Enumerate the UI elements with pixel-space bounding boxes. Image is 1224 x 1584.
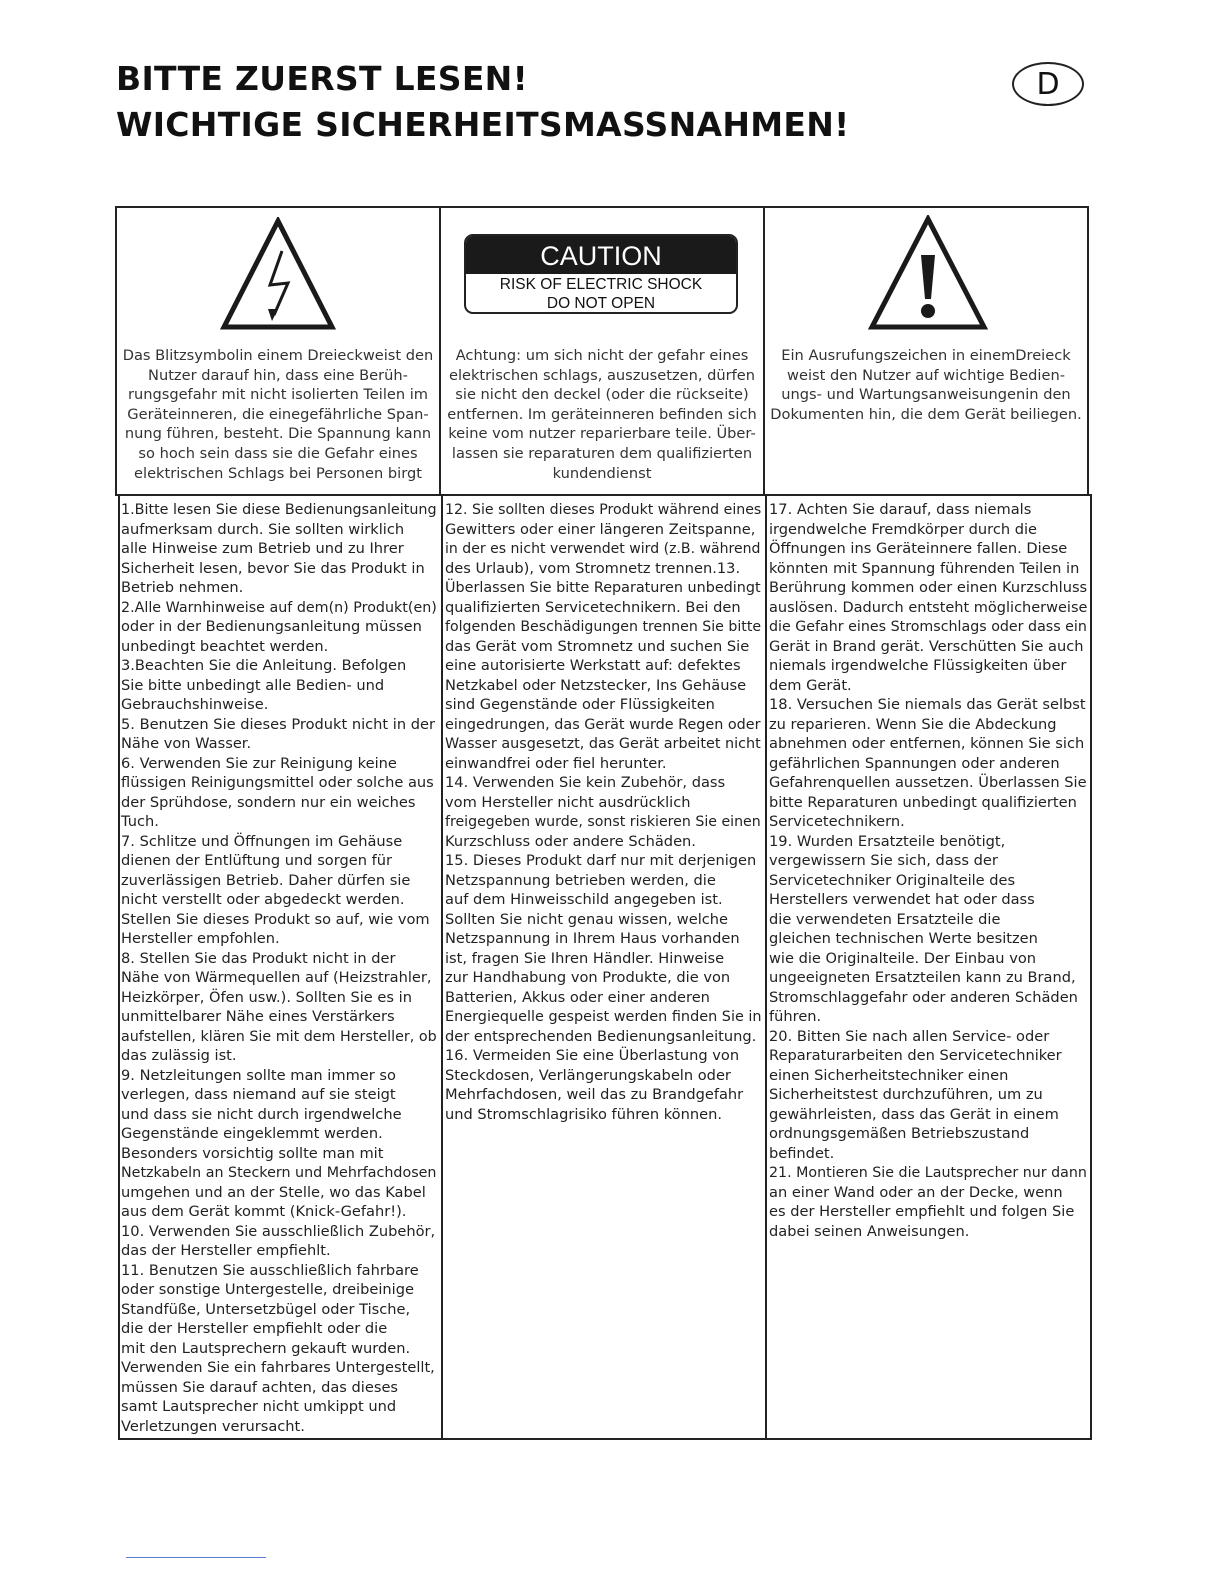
- instruction-line: Verletzungen verursacht.: [121, 1417, 305, 1435]
- instruction-line: aus dem Gerät kommt (Knick-Gefahr!).: [121, 1203, 407, 1220]
- caution-subtext: [466, 274, 736, 313]
- table-bottom-border: [118, 1438, 1092, 1440]
- instruction-line: einen Sicherheitstechniker einen: [769, 1066, 1009, 1084]
- instruction-line: das Gerät vom Stromnetz und suchen Sie: [445, 637, 750, 655]
- exclamation-symbol-description: [765, 346, 1087, 424]
- text-line: Dokumenten hin, die dem Gerät beiliegen.: [770, 405, 1082, 423]
- instruction-line: Berührung kommen oder einen Kurzschluss: [769, 579, 1088, 596]
- instruction-line: Gewitters oder einer längeren Zeitspanne,: [445, 520, 756, 538]
- instruction-line: Nähe von Wasser.: [121, 735, 252, 752]
- safety-instructions-column-2: [445, 500, 763, 1124]
- instruction-line: ist, fragen Sie Ihren Händler. Hinweise: [445, 949, 725, 967]
- instruction-line: 20. Bitten Sie nach allen Service- oder: [769, 1027, 1050, 1045]
- instruction-line: Besonders vorsichtig sollte man mit: [121, 1144, 384, 1162]
- table-row-divider: [115, 494, 1090, 496]
- instruction-line: die der Hersteller empfiehlt oder die: [121, 1320, 388, 1337]
- instruction-line: eingedrungen, das Gerät wurde Regen oder: [445, 715, 761, 733]
- text-line: Nutzer darauf hin, dass eine Berüh-: [148, 366, 408, 384]
- instruction-line: aufmerksam durch. Sie sollten wirklich: [121, 520, 405, 538]
- instruction-line: samt Lautsprecher nicht umkippt und: [121, 1398, 397, 1415]
- caution-line-1: RISK OF ELECTRIC SHOCK: [499, 276, 703, 293]
- instruction-line: Betrieb nehmen.: [121, 579, 244, 596]
- instruction-line: und dass sie nicht durch irgendwelche: [121, 1105, 402, 1123]
- instruction-line: nicht verstellt oder abgedeckt werden.: [121, 891, 405, 908]
- instruction-line: Tuch.: [121, 813, 159, 830]
- instruction-line: führen.: [769, 1008, 822, 1025]
- text-line: entfernen. Im geräteinneren befinden sich: [447, 405, 757, 423]
- text-line: weist den Nutzer auf wichtige Bedien-: [787, 366, 1065, 384]
- caution-description: [441, 346, 763, 483]
- instruction-line: mit den Lautsprechern gekauft wurden.: [121, 1339, 411, 1357]
- instruction-line: die verwendeten Ersatzteile die: [769, 910, 1001, 928]
- text-line: ungs- und Wartungsanweisungenin den: [781, 386, 1071, 404]
- instruction-line: Stromschlaggefahr oder anderen Schäden: [769, 988, 1078, 1006]
- instruction-line: verlegen, dass niemand auf sie steigt: [121, 1086, 396, 1103]
- table-divider-2-bottom: [765, 494, 767, 1440]
- caution-line-2: DO NOT OPEN: [546, 295, 656, 312]
- title-line-1: BITTE ZUERST LESEN!: [116, 59, 528, 98]
- instruction-line: vergewissern Sie sich, dass der: [769, 852, 998, 869]
- instruction-line: die Gefahr eines Stromschlags oder dass ein: [769, 618, 1087, 635]
- table-top-border: [115, 206, 1089, 208]
- caution-heading: CAUTION: [466, 236, 736, 274]
- instruction-line: ordnungsgemäßen Betriebszustand: [769, 1125, 1030, 1142]
- text-line: nung führen, besteht. Die Spannung kann: [124, 425, 432, 443]
- instruction-line: 12. Sie sollten dieses Produkt während eines: [445, 501, 762, 518]
- caution-label: [464, 234, 738, 314]
- text-line: Geräteinneren, die einegefährliche Span-: [127, 405, 429, 423]
- instruction-line: dienen der Entlüftung und sorgen für: [121, 852, 392, 869]
- instruction-line: müssen Sie darauf achten, das dieses: [121, 1378, 399, 1396]
- instruction-line: bitte Reparaturen unbedingt qualifizierten: [769, 793, 1077, 811]
- instruction-line: ungeeigneten Ersatzteilen kann zu Brand,: [769, 969, 1076, 986]
- instruction-line: Heizkörper, Öfen usw.). Sollten Sie es in: [121, 988, 412, 1006]
- text-line: Das Blitzsymbolin einem Dreieckweist den: [122, 347, 434, 364]
- instruction-line: 17. Achten Sie darauf, dass niemals: [769, 501, 1032, 518]
- instruction-line: Sie bitte unbedingt alle Bedien- und: [121, 676, 385, 694]
- lightning-triangle-icon: [220, 217, 336, 333]
- text-line: sie nicht den deckel (oder die rückseite): [455, 386, 749, 404]
- instruction-line: Gebrauchshinweise.: [121, 696, 269, 713]
- text-line: keine vom nutzer reparierbare teile. Über-: [448, 425, 756, 443]
- exclamation-triangle-icon: [868, 215, 988, 333]
- instruction-line: Überlassen Sie bitte Reparaturen unbedingt: [445, 579, 761, 596]
- lightning-symbol-description: [118, 346, 438, 483]
- instruction-line: flüssigen Reinigungsmittel oder solche aus: [121, 774, 434, 791]
- instruction-line: alle Hinweise zum Betrieb und zu Ihrer: [121, 540, 404, 557]
- instruction-line: Gegenstände eingeklemmt werden.: [121, 1125, 383, 1142]
- instruction-line: befindet.: [769, 1144, 835, 1162]
- instruction-line: Batterien, Akkus oder einer anderen: [445, 988, 710, 1006]
- instruction-line: Netzkabel oder Netzstecker, Ins Gehäuse: [445, 676, 747, 694]
- instruction-line: 18. Versuchen Sie niemals das Gerät selbst: [769, 696, 1086, 713]
- table-divider-1-bottom: [441, 494, 443, 1440]
- instruction-line: abnehmen oder entfernen, können Sie sich: [769, 735, 1085, 752]
- instruction-line: Stellen Sie dieses Produkt so auf, wie vom: [121, 910, 430, 928]
- text-line: Ein Ausrufungszeichen in einemDreieck: [781, 347, 1071, 364]
- instruction-line: Sicherheitstest durchzuführen, um zu: [769, 1086, 1043, 1103]
- safety-instructions-column-3: [769, 500, 1089, 1241]
- instruction-line: vom Hersteller nicht ausdrücklich: [445, 793, 691, 811]
- instruction-line: 7. Schlitze und Öffnungen im Gehäuse: [121, 832, 403, 850]
- instruction-line: Energiequelle gespeist werden finden Sie in: [445, 1008, 762, 1025]
- instruction-line: aufstellen, klären Sie mit dem Hersteller, ob: [121, 1027, 437, 1045]
- text-line: kundendienst: [552, 464, 652, 482]
- instruction-line: Netzkabeln an Steckern und Mehrfachdosen: [121, 1164, 437, 1181]
- instruction-line: folgenden Beschädigungen trennen Sie bitte: [445, 618, 762, 635]
- instruction-line: 15. Dieses Produkt darf nur mit derjenigen: [445, 852, 757, 869]
- instruction-line: gleichen technischen Werte besitzen: [769, 930, 1038, 947]
- instruction-line: gewährleisten, dass das Gerät in einem: [769, 1105, 1059, 1123]
- instruction-line: Öffnungen ins Geräteinnere fallen. Diese: [769, 540, 1068, 557]
- safety-instructions-column-1: [121, 500, 439, 1436]
- instruction-line: es der Hersteller empfiehlt und folgen Sie: [769, 1203, 1075, 1220]
- title-line-2: WICHTIGE SICHERHEITSMASSNAHMEN!: [116, 105, 850, 144]
- instruction-line: Verwenden Sie ein fahrbares Untergestellt,: [121, 1359, 435, 1376]
- table-right-border-bottom: [1090, 494, 1092, 1440]
- instruction-line: des Urlaub), vom Stromnetz trennen.13.: [445, 559, 741, 577]
- instruction-line: niemals irgendwelche Flüssigkeiten über: [769, 657, 1067, 674]
- instruction-line: zur Handhabung von Produkte, die von: [445, 969, 731, 986]
- instruction-line: irgendwelche Fremdkörper durch die: [769, 520, 1038, 538]
- instruction-line: Standfüße, Untersetzbügel oder Tische,: [121, 1300, 411, 1318]
- text-line: elektrischen schlags, auszusetzen, dürfen: [448, 366, 756, 384]
- instruction-line: 21. Montieren Sie die Lautsprecher nur dann: [769, 1164, 1087, 1181]
- instruction-line: 11. Benutzen Sie ausschließlich fahrbare: [121, 1261, 419, 1279]
- instruction-line: an einer Wand oder an der Decke, wenn: [769, 1183, 1063, 1201]
- instruction-line: 9. Netzleitungen sollte man immer so: [121, 1066, 396, 1084]
- instruction-line: eine autorisierte Werkstatt auf: defektes: [445, 657, 741, 674]
- instruction-line: zuverlässigen Betrieb. Daher dürfen sie: [121, 871, 411, 889]
- instruction-line: sind Gegenstände oder Flüssigkeiten: [445, 696, 715, 713]
- instruction-line: in der es nicht verwendet wird (z.B. während: [445, 540, 761, 557]
- instruction-line: 5. Benutzen Sie dieses Produkt nicht in der: [121, 715, 435, 733]
- instruction-line: 8. Stellen Sie das Produkt nicht in der: [121, 949, 396, 967]
- instruction-line: Kurzschluss oder andere Schäden.: [445, 832, 696, 850]
- text-line: rungsgefahr mit nicht isolierten Teilen im: [127, 386, 429, 404]
- instruction-line: Wasser ausgesetzt, das Gerät arbeitet nicht: [445, 735, 761, 752]
- instruction-line: der Sprühdose, sondern nur ein weiches: [121, 793, 416, 811]
- table-left-border-bottom: [118, 494, 120, 1440]
- instruction-line: unbedingt beachtet werden.: [121, 637, 329, 655]
- instruction-line: qualifizierten Servicetechnikern. Bei den: [445, 598, 741, 616]
- instruction-line: könnten mit Spannung führenden Teilen in: [769, 559, 1080, 577]
- instruction-line: Netzspannung betrieben werden, die: [445, 871, 716, 889]
- footer-rule: [126, 1557, 266, 1558]
- instruction-line: Nähe von Wärmequellen auf (Heizstrahler,: [121, 969, 432, 986]
- instruction-line: Gerät in Brand gerät. Verschütten Sie auch: [769, 637, 1084, 655]
- instruction-line: Servicetechniker Originalteile des: [769, 871, 1016, 889]
- instruction-line: Servicetechnikern.: [769, 813, 905, 830]
- instruction-line: oder sonstige Untergestelle, dreibeinige: [121, 1281, 414, 1298]
- instruction-line: Herstellers verwendet hat oder dass: [769, 891, 1035, 908]
- text-line: Achtung: um sich nicht der gefahr eines: [455, 347, 749, 364]
- instruction-line: das zulässig ist.: [121, 1047, 237, 1064]
- instruction-line: und Stromschlagrisiko führen können.: [445, 1105, 722, 1123]
- instruction-line: unmittelbarer Nähe eines Verstärkers: [121, 1008, 395, 1025]
- instruction-line: Gefahrenquellen aussetzen. Überlassen Sie: [769, 774, 1087, 791]
- instruction-line: 14. Verwenden Sie kein Zubehör, dass: [445, 774, 726, 791]
- instruction-line: Reparaturarbeiten den Servicetechniker: [769, 1047, 1062, 1064]
- instruction-line: 10. Verwenden Sie ausschließlich Zubehör,: [121, 1222, 436, 1240]
- instruction-line: Steckdosen, Verlängerungskabeln oder: [445, 1066, 731, 1084]
- instruction-line: freigegeben wurde, sonst riskieren Sie einen: [445, 813, 761, 830]
- instruction-line: auf dem Hinweisschild angegeben ist.: [445, 891, 723, 908]
- instruction-line: wie die Originalteile. Der Einbau von: [769, 949, 1037, 967]
- instruction-line: 6. Verwenden Sie zur Reinigung keine: [121, 754, 397, 772]
- instruction-line: oder in der Bedienungsanleitung müssen: [121, 618, 422, 635]
- text-line: elektrischen Schlags bei Personen birgt: [134, 464, 422, 482]
- instruction-line: Mehrfachdosen, weil das zu Brandgefahr: [445, 1086, 744, 1103]
- instruction-line: dem Gerät.: [769, 676, 852, 694]
- instruction-line: 1.Bitte lesen Sie diese Bedienungsanleitung: [121, 501, 437, 518]
- instruction-line: Sicherheit lesen, bevor Sie das Produkt in: [121, 559, 425, 577]
- table-left-border-top: [115, 206, 117, 496]
- table-right-border-top: [1087, 206, 1089, 496]
- instruction-line: Netzspannung in Ihrem Haus vorhanden: [445, 930, 740, 947]
- instruction-line: 2.Alle Warnhinweise auf dem(n) Produkt(en): [121, 598, 437, 616]
- language-badge: D: [1012, 62, 1084, 106]
- page-title: [116, 56, 850, 148]
- instruction-line: gefährlichen Spannungen oder anderen: [769, 754, 1060, 772]
- instruction-line: 19. Wurden Ersatzteile benötigt,: [769, 832, 1006, 850]
- instruction-line: zu reparieren. Wenn Sie die Abdeckung: [769, 715, 1057, 733]
- instruction-line: auslösen. Dadurch entsteht möglicherweise: [769, 598, 1088, 616]
- instruction-line: umgehen und an der Stelle, wo das Kabel: [121, 1183, 426, 1201]
- instruction-line: Hersteller empfohlen.: [121, 930, 280, 947]
- instruction-line: 3.Beachten Sie die Anleitung. Befolgen: [121, 657, 407, 674]
- text-line: so hoch sein dass sie die Gefahr eines: [138, 444, 418, 462]
- text-line: lassen sie reparaturen dem qualifizierten: [451, 444, 753, 462]
- instruction-line: 16. Vermeiden Sie eine Überlastung von: [445, 1047, 740, 1064]
- instruction-line: dabei seinen Anweisungen.: [769, 1222, 970, 1240]
- instruction-line: das der Hersteller empfiehlt.: [121, 1242, 331, 1259]
- instruction-line: der entsprechenden Bedienungsanleitung.: [445, 1027, 757, 1045]
- instruction-line: einwandfrei oder fiel herunter.: [445, 754, 667, 772]
- instruction-line: Sollten Sie nicht genau wissen, welche: [445, 910, 729, 928]
